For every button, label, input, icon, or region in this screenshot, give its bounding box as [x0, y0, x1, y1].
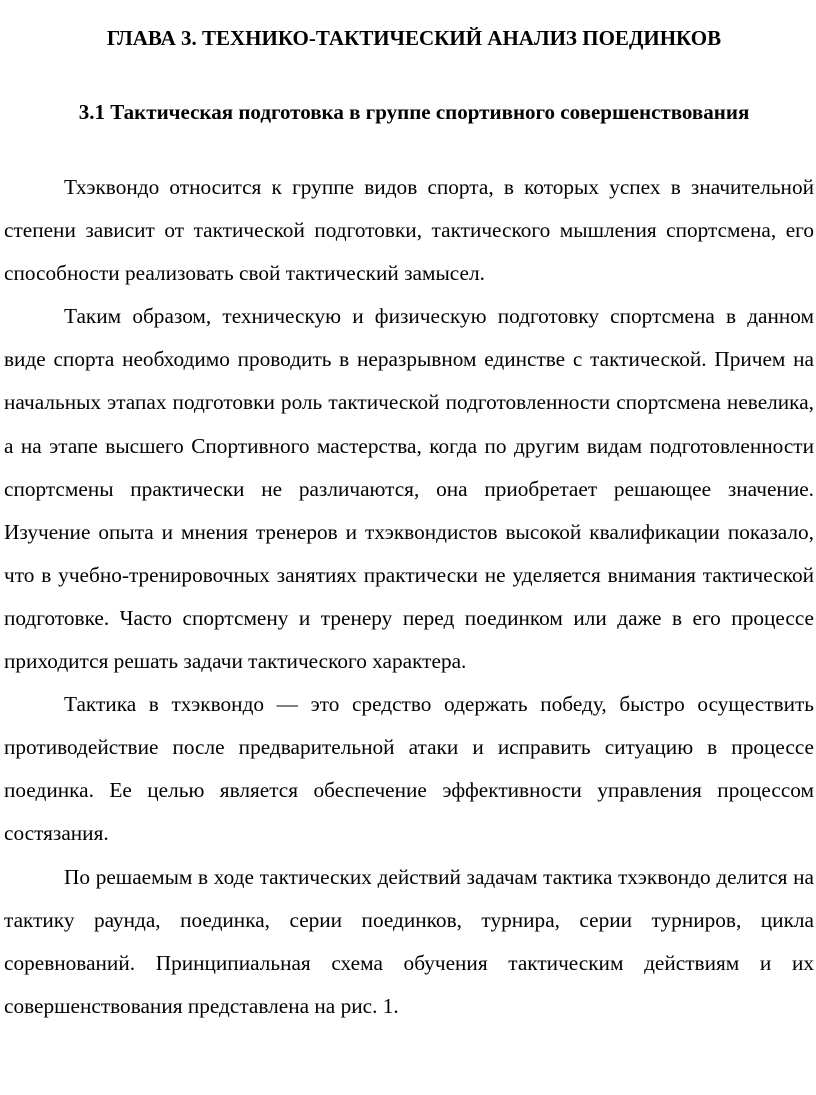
paragraph: Тхэквондо относится к группе видов спорта, в которых успех в значительной степени зависит от тактической подготовки, тактического мышления спортсмена, его способности реализовать свой тактический замысел. — [4, 175, 814, 286]
paragraph: По решаемым в ходе тактических действий задачам тактика тхэквондо делится на тактику раунда, поединка, серии поединков, турнира, серии турниров, цикла соревнований. Принципиальная схема обучения тактическим действиям и их совершенствования представлена на рис. 1. — [4, 864, 814, 1018]
chapter-title: ГЛАВА 3. ТЕХНИКО-ТАКТИЧЕСКИЙ АНАЛИЗ ПОЕДИНКОВ — [106, 26, 722, 50]
paragraph: Таким образом, техническую и физическую подготовку спортсмена в данном виде спорта необходимо проводить в неразрывном единстве с тактической. Причем на начальных этапах подготовки роль тактической подготовленности спортсмена невелика, а на этапе высшего Спортивного мастерства, когда по другим видам подготовленности спортсмены практически не различаются, она приобретает решающее значение. Изучение опыта и мнения тренеров и тхэквондистов высокой квалификации показало, что в учебно-тренировочных занятиях практически не уделяется внимания тактической подготовке. Часто спортсмену и тренеру перед поединком или даже в его процессе приходится решать задачи тактического характера. — [4, 304, 814, 674]
paragraph: Тактика в тхэквондо — это средство одержать победу, быстро осуществить противодействие после предварительной атаки и исправить ситуацию в процессе поединка. Ее целью является обеспечение эффективности управления процессом состязания. — [4, 692, 814, 846]
document-body — [4, 166, 814, 1028]
section-title: 3.1 Тактическая подготовка в группе спортивного совершенствования — [78, 100, 750, 124]
